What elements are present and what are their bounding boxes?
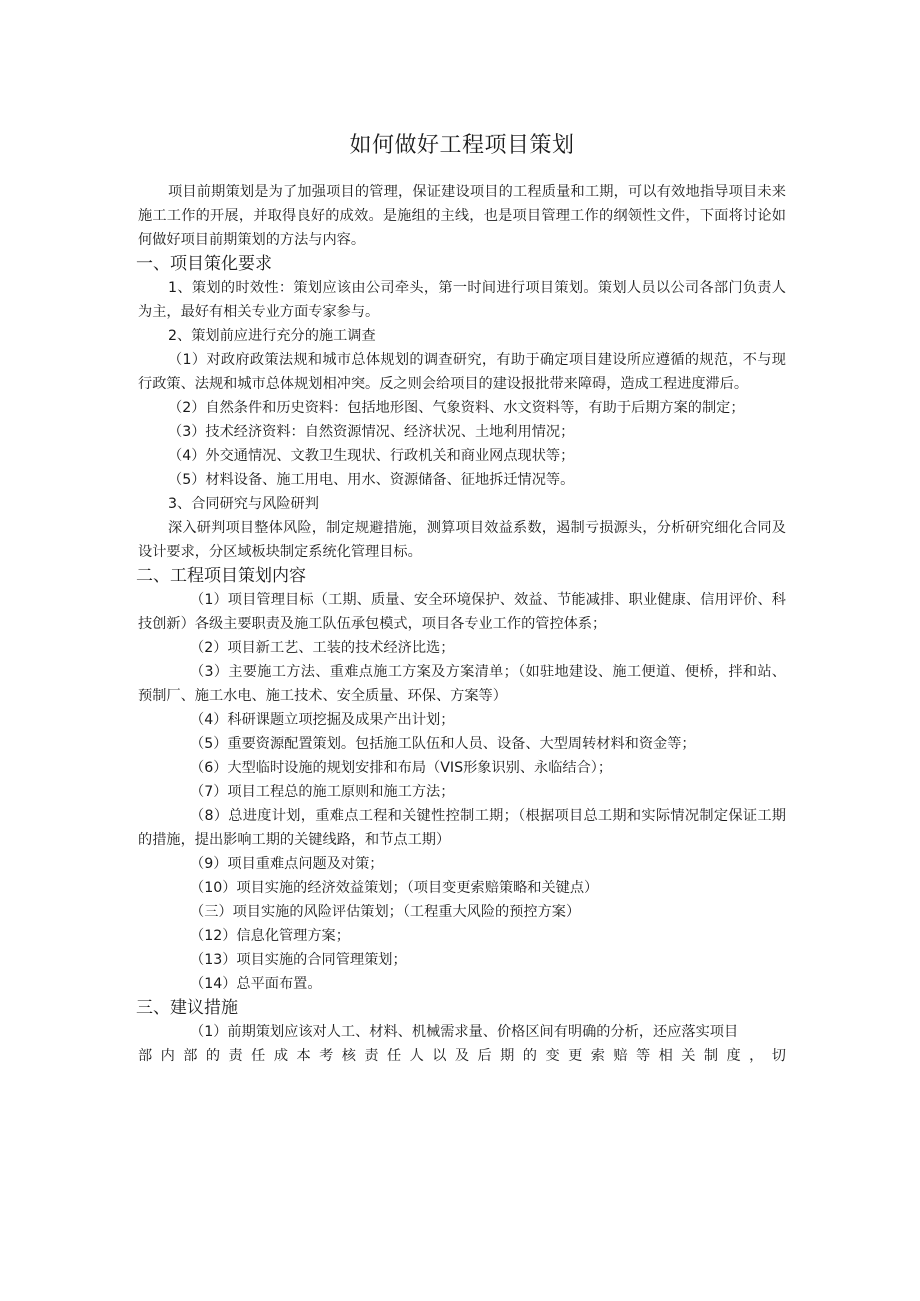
intro-paragraph: 项目前期策划是为了加强项目的管理，保证建设项目的工程质量和工期，可以有效地指导项目未来施工工作的开展，并取得良好的成效。是施组的主线，也是项目管理工作的纲领性文件，下面将讨论如何做好项目前期策划的方法与内容。 (138, 184, 786, 248)
section2-item-9: （9）项目重难点问题及对策； (190, 856, 384, 872)
section1-item-4: （4）外交通情况、文教卫生现状、行政机关和商业网点现状等； (168, 448, 575, 464)
section2-item-6: （6）大型临时设施的规划安排和布局（VIS形象识别、永临结合）； (190, 760, 613, 776)
section2-item-13: （13）项目实施的合同管理策划； (190, 952, 407, 968)
section2-item-5: （5）重要资源配置策划。包括施工队伍和人员、设备、大型周转材料和资金等； (190, 736, 696, 752)
section2-item-1: （1）项目管理目标（工期、质量、安全环境保护、效益、节能减排、职业健康、信用评价、科技创新）各级主要职责及施工队伍承包模式，项目各专业工作的管控体系； (138, 592, 786, 632)
section1-paragraph-4: 深入研判项目整体风险，制定规避措施，测算项目效益系数，遏制亏损源头，分析研究细化合同及设计要求，分区域板块制定系统化管理目标。 (138, 520, 786, 560)
section1-paragraph-1: 1、策划的时效性：策划应该由公司牵头，第一时间进行项目策划。策划人员以公司各部门负责人为主，最好有相关专业方面专家参与。 (138, 280, 786, 320)
section1-item-2: （2）自然条件和历史资料：包括地形图、气象资料、水文资料等，有助于后期方案的制定； (168, 400, 745, 416)
section2-item-8: （8）总进度计划，重难点工程和关键性控制工期；（根据项目总工期和实际情况制定保证工期的措施，提出影响工期的关键线路，和节点工期） (138, 808, 786, 848)
document-body (138, 180, 786, 1068)
section1-item-3: （3）技术经济资料：自然资源情况、经济状况、土地利用情况； (168, 424, 575, 440)
section2-item-12: （12）信息化管理方案； (190, 928, 350, 944)
section3-paragraph-line-1: （1）前期策划应该对人工、材料、机械需求量、价格区间有明确的分析，还应落实项目 (190, 1024, 739, 1040)
section1-paragraph-3: 3、合同研究与风险研判 (168, 496, 319, 512)
section2-item-10: （10）项目实施的经济效益策划；（项目变更索赔策略和关键点） (190, 880, 599, 896)
section2-item-7: （7）项目工程总的施工原则和施工方法； (190, 784, 455, 800)
section2-item-3: （3）主要施工方法、重难点施工方案及方案清单；（如驻地建设、施工便道、便桥，拌和站、预制厂、施工水电、施工技术、安全质量、环保、方案等） (138, 664, 786, 704)
section3-heading: 三、建议措施 (136, 998, 238, 1018)
document-title: 如何做好工程项目策划 (349, 133, 575, 158)
section2-item-2: （2）项目新工艺、工装的技术经济比选； (190, 640, 455, 656)
section3-paragraph-line-2: 部内部的责任成本考核责任人以及后期的变更索赔等相关制度，切 (138, 1048, 786, 1064)
section2-heading: 二、工程项目策划内容 (136, 566, 306, 586)
section2-item-14: （14）总平面布置。 (190, 976, 322, 992)
section2-item-11: （三）项目实施的风险评估策划；（工程重大风险的预控方案） (190, 904, 581, 920)
section1-item-5: （5）材料设备、施工用电、用水、资源储备、征地拆迁情况等。 (168, 472, 575, 488)
section1-paragraph-2: 2、策划前应进行充分的施工调查 (168, 328, 376, 344)
section2-item-4: （4）科研课题立项挖掘及成果产出计划； (190, 712, 455, 728)
section1-heading: 一、项目策化要求 (136, 254, 272, 274)
section1-item-1: （1）对政府政策法规和城市总体规划的调查研究，有助于确定项目建设所应遵循的规范，不与现行政策、法规和城市总体规划相冲突。反之则会给项目的建设报批带来障碍，造成工程进度滞后。 (138, 352, 786, 392)
